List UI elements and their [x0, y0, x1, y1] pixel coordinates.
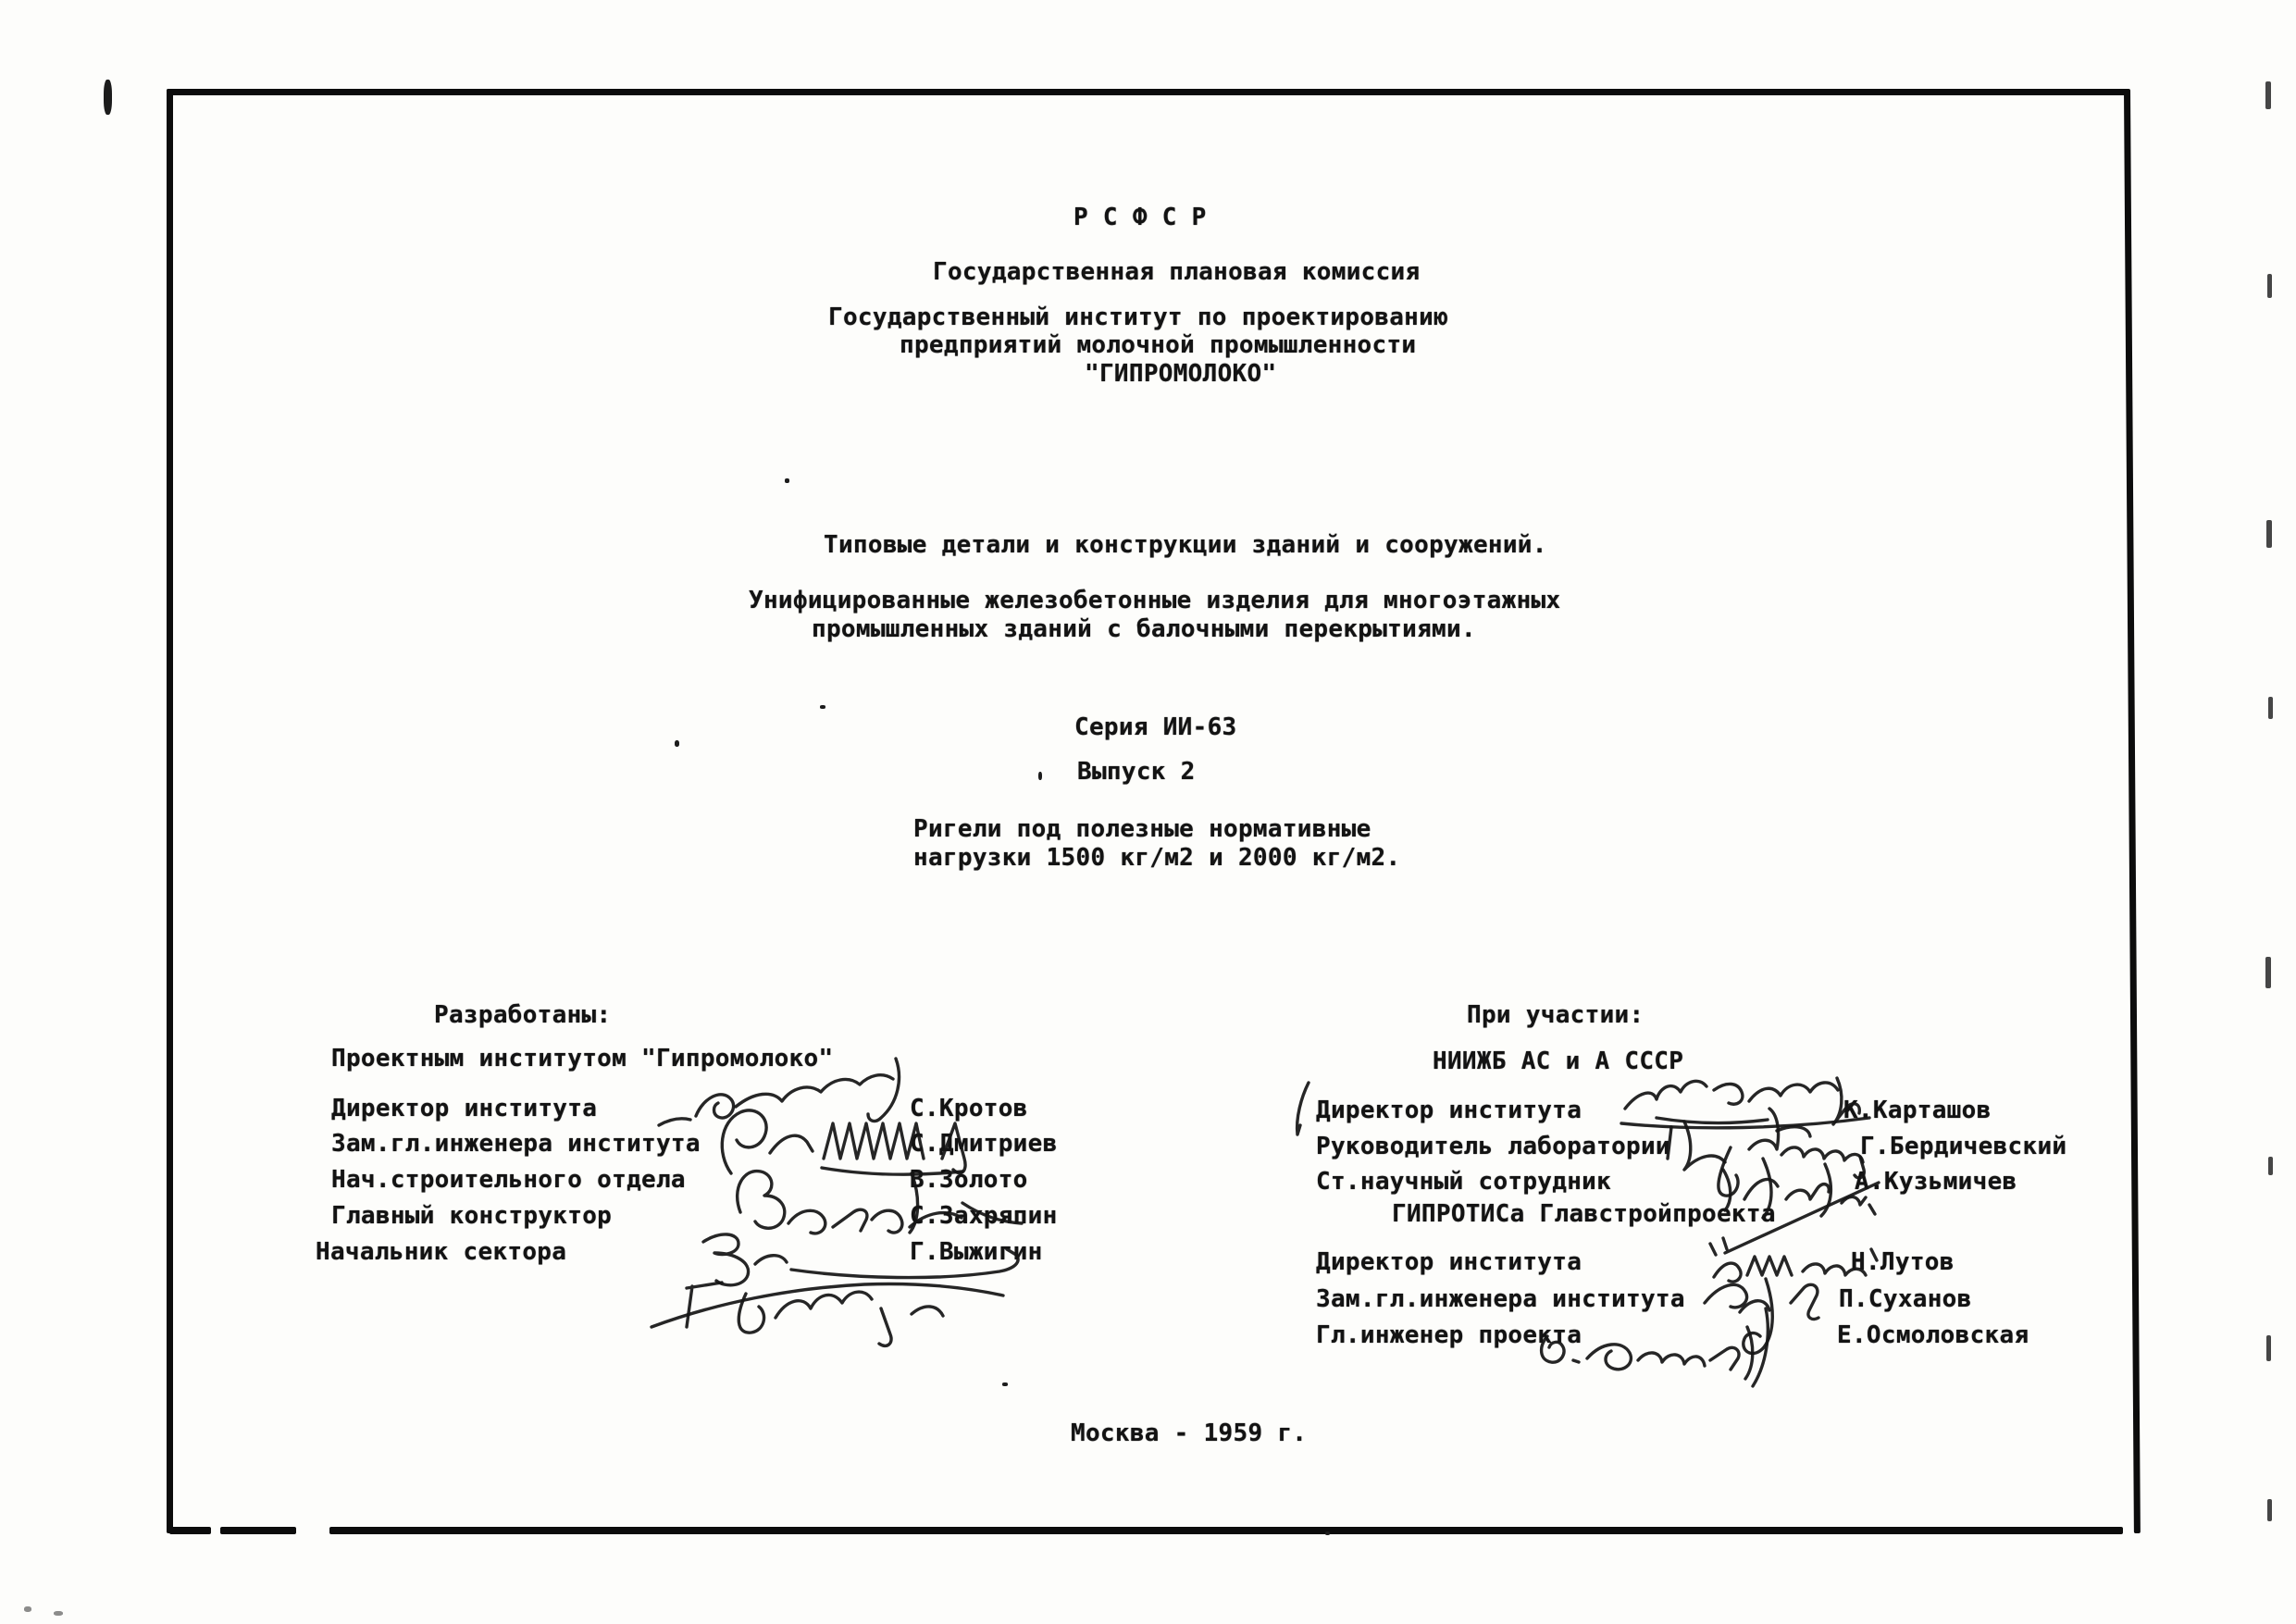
- signatory-name: С.Захряпин: [910, 1202, 1058, 1230]
- signatory-role: Начальник сектора: [316, 1238, 567, 1266]
- frame-bottom-segment: [220, 1527, 296, 1534]
- scan-speck: [820, 705, 825, 709]
- handwritten-mark-one: [1297, 1083, 1309, 1134]
- scan-speck: [24, 1606, 31, 1612]
- scan-speck: [1002, 1382, 1008, 1386]
- page-edge-tick: [2267, 1499, 2272, 1521]
- org-name: "ГИПРОМОЛОКО": [1085, 360, 1277, 388]
- developed-by-heading: Разработаны:: [434, 1001, 612, 1029]
- signatory-name: С.Дмитриев: [910, 1130, 1058, 1158]
- signatory-name: В.Золото: [910, 1166, 1028, 1194]
- frame-left: [167, 89, 173, 1533]
- frame-bottom-segment: [329, 1527, 2123, 1534]
- page-edge-tick: [2265, 81, 2271, 109]
- signatory-role: Гл.инженер проекта: [1316, 1321, 1582, 1349]
- page-edge-tick: [2266, 520, 2272, 548]
- issue-number: Выпуск 2: [1077, 758, 1196, 786]
- republic-line: Р С Ф С Р: [1074, 204, 1207, 231]
- frame-bottom-segment: [169, 1527, 211, 1534]
- signatory-name: П.Суханов: [1839, 1285, 1972, 1313]
- page-edge-tick: [2268, 697, 2273, 719]
- page-edge-tick: [2265, 957, 2271, 988]
- signatory-role: Директор института: [1316, 1248, 1582, 1276]
- participants-heading: При участии:: [1467, 1001, 1644, 1029]
- signature-berdichevsky: [1668, 1109, 1864, 1196]
- signatory-name: А.Кузьмичев: [1855, 1168, 2017, 1196]
- signatory-role: Руководитель лаборатории: [1316, 1133, 1670, 1160]
- signature-vyzhigin: [652, 1283, 1003, 1345]
- page-edge-tick: [2268, 1157, 2273, 1175]
- frame-right: [2124, 89, 2141, 1533]
- subtitle-line-2: промышленных зданий с балочными перекрытиями.: [812, 615, 1476, 643]
- signatory-role: Директор института: [1316, 1097, 1582, 1124]
- loads-line-2: нагрузки 1500 кг/м2 и 2000 кг/м2.: [913, 844, 1401, 872]
- signatory-role: Нач.строительного отдела: [331, 1166, 686, 1194]
- page-edge-tick: [2267, 274, 2272, 298]
- page-edge-tick: [2266, 1335, 2271, 1361]
- developed-by-organization: Проектным институтом "Гипромолоко": [331, 1045, 834, 1072]
- scan-speck: [675, 740, 679, 747]
- signature-kartashov: [1621, 1078, 1869, 1128]
- frame-top: [167, 89, 2129, 95]
- signatory-role: Зам.гл.инженера института: [331, 1130, 701, 1158]
- institute-line-2: предприятий молочной промышленности: [900, 331, 1417, 359]
- signatory-name: Г.Выжигин: [910, 1238, 1043, 1266]
- series-title: Типовые детали и конструкции зданий и сооружений.: [824, 531, 1547, 559]
- scan-speck: [104, 80, 112, 115]
- participants-organization-1: НИИЖБ АС и А СССР: [1433, 1048, 1684, 1075]
- signatory-role: Директор института: [331, 1095, 598, 1122]
- signatory-name: К.Карташов: [1843, 1097, 1992, 1124]
- loads-line-1: Ригели под полезные нормативные: [913, 815, 1371, 843]
- signatory-name: Е.Осмоловская: [1837, 1321, 2029, 1349]
- scan-speck: [1038, 772, 1042, 780]
- scan-speck: [54, 1611, 63, 1616]
- institute-line-1: Государственный институт по проектированию: [828, 304, 1449, 331]
- participants-organization-2: ГИПРОТИСа Главстройпроекта: [1392, 1200, 1776, 1228]
- scan-speck: [785, 478, 789, 483]
- series-number: Серия ИИ-63: [1074, 713, 1237, 741]
- imprint-line: Москва - 1959 г.: [1071, 1419, 1308, 1447]
- signatory-name: Н.Лутов: [1851, 1248, 1955, 1276]
- signatory-name: С.Кротов: [910, 1095, 1028, 1122]
- signature-sukhanov: [1705, 1279, 1818, 1354]
- commission-line: Государственная плановая комиссия: [933, 258, 1421, 286]
- subtitle-line-1: Унифицированные железобетонные изделия для многоэтажных: [749, 587, 1561, 614]
- signatory-role: Главный конструктор: [331, 1202, 613, 1230]
- scan-speck: [1325, 1531, 1330, 1535]
- signatory-role: Зам.гл.инженера института: [1316, 1285, 1685, 1313]
- signatory-role: Ст.научный сотрудник: [1316, 1168, 1612, 1196]
- signatory-name: Г.Бердичевский: [1860, 1133, 2067, 1160]
